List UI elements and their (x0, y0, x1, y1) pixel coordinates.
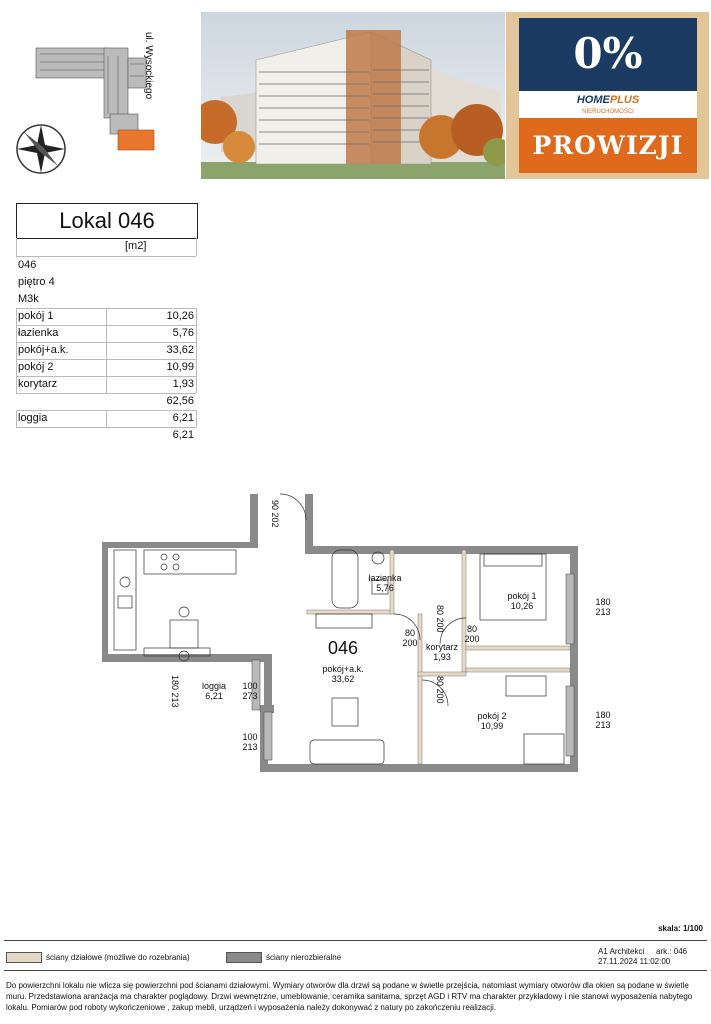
dim-value: 200 (402, 638, 418, 648)
room-area: 10,26 (510, 601, 534, 611)
promo-tagline: PROWIZJI (519, 118, 697, 173)
divider (196, 238, 197, 256)
divider (16, 238, 17, 256)
divider (16, 308, 17, 393)
unit-number: 046 (18, 259, 37, 271)
brand-sub: NIERUCHOMOŚCI (582, 109, 634, 115)
legend-swatch-structural (226, 952, 262, 963)
dim-door-bath (435, 605, 445, 633)
divider (106, 308, 107, 393)
room-name: korytarz (425, 642, 458, 652)
dim-win-r2 (588, 710, 618, 730)
dim-value: 200 (464, 634, 480, 644)
loggia-area: 6,21 (172, 412, 194, 424)
label-room1 (497, 591, 547, 611)
dim-value: 200 (435, 617, 445, 633)
dim-loggia-window (170, 675, 180, 708)
legend-partition-label: ściany działowe (możliwe do rozebrania) (46, 953, 190, 962)
dim-value: 202 (270, 512, 280, 528)
dim-value: 273 (242, 691, 258, 701)
room-area: 1,93 (433, 652, 451, 662)
brand-part-a: HOME (576, 94, 610, 106)
room-area: 10,99 (480, 721, 504, 731)
legend-structural-label: ściany nierozbieralne (266, 953, 342, 962)
dim-wall-a (236, 681, 264, 701)
area-unit: [m2] (125, 240, 147, 252)
dim-value: 90 (270, 500, 280, 511)
loggia-total: 6,21 (172, 429, 194, 441)
dim-value: 80 (466, 624, 477, 634)
room-name: loggia (201, 681, 227, 691)
divider (16, 256, 196, 257)
room-name: łazienka (18, 327, 59, 339)
dim-value: 213 (595, 607, 611, 617)
promo-banner (506, 12, 709, 179)
brand-part-b: PLUS (609, 94, 640, 106)
room-area: 10,99 (166, 361, 194, 373)
footer-divider (4, 940, 707, 941)
room-name: pokój 1 (507, 591, 537, 601)
unit-type: M3k (18, 293, 39, 305)
scale-label: skala: 1/100 (658, 924, 703, 933)
room-area: 5,76 (172, 327, 194, 339)
room-area: 33,62 (166, 344, 194, 356)
divider (16, 410, 17, 427)
dim-value: 80 (435, 605, 445, 616)
loggia-name: loggia (18, 412, 48, 424)
label-corridor (420, 642, 464, 662)
compass-icon (17, 125, 65, 173)
promo-percent: 0% (519, 18, 697, 91)
street-label: ul. Wysockiego (143, 32, 154, 100)
room-area: 6,21 (205, 691, 223, 701)
legend-swatch-partition (6, 952, 42, 963)
divider (16, 427, 196, 428)
dim-door-room1 (458, 624, 486, 644)
dim-value: 100 (242, 732, 258, 742)
divider (196, 410, 197, 427)
dim-wall-b (236, 732, 264, 752)
divider (196, 308, 197, 393)
architect-label: A1 Architekci (598, 947, 645, 956)
date-label: 27.11.2024 11:02:00 (598, 957, 671, 966)
room-area: 10,26 (166, 310, 194, 322)
brand-logo (519, 91, 697, 118)
loggia-total-row (16, 427, 196, 444)
dim-value: 180 (595, 710, 611, 720)
dim-value: 100 (242, 681, 258, 691)
room-area: 33,62 (331, 674, 355, 684)
room-name: łazienka (368, 573, 402, 583)
disclaimer-note: Do powierzchni lokalu nie wlicza się powierzchni pod ścianami działowymi. Wymiary otworów dla drzwi są podane w świetle przejścia, natomiast wymiary otworów dla okien są podane w świetle muru. Przedstawiona aranżacja ma charakter poglądowy. Drzwi wewnętrzne, umeblowanie, ceramika sanitarna, sprzęt AGD i RTV ma charakter przykładowy i nie stanowi wyposażenia nabytego lokalu. Pomiarów pod roboty wykończeniowe , zakup mebli, urządzeń i wyposażenia należy dokonywać z natury po zakończeniu realizacji. (6, 981, 693, 1012)
room-name: pokój+a.k. (18, 344, 69, 356)
rooms-total: 62,56 (166, 395, 194, 407)
divider (16, 393, 196, 394)
dim-value: 180 (170, 675, 180, 691)
footer-divider (4, 970, 707, 971)
site-plan (14, 18, 200, 178)
dim-value: 80 (435, 676, 445, 687)
dim-value: 213 (170, 692, 180, 708)
room-area: 5,76 (376, 583, 394, 593)
label-room2 (469, 711, 515, 731)
dim-value: 80 (404, 628, 415, 638)
room-name: pokój 2 (18, 361, 54, 373)
label-living (315, 664, 371, 684)
dim-door-top (270, 500, 280, 528)
dim-value: 213 (595, 720, 611, 730)
dim-value: 180 (595, 597, 611, 607)
room-name: pokój+a.k. (322, 664, 364, 674)
building-photo (201, 12, 505, 179)
sheet-label: ark.: 046 (656, 947, 688, 956)
rooms-total-row (16, 393, 196, 410)
dim-win-r1 (588, 597, 618, 617)
divider (106, 410, 107, 427)
room-name: korytarz (18, 378, 58, 390)
unit-title: Lokal 046 (16, 203, 198, 239)
room-name: pokój 1 (18, 310, 54, 322)
room-name: pokój 2 (477, 711, 507, 721)
floor-plan (100, 490, 600, 780)
dim-value: 213 (242, 742, 258, 752)
dim-door-room2 (435, 676, 445, 704)
unit-floor: piętro 4 (18, 276, 55, 288)
label-loggia (196, 681, 232, 701)
label-bath (365, 573, 405, 593)
dim-value: 200 (435, 688, 445, 704)
plan-unit-label: 046 (327, 638, 359, 658)
room-area: 1,93 (172, 378, 194, 390)
